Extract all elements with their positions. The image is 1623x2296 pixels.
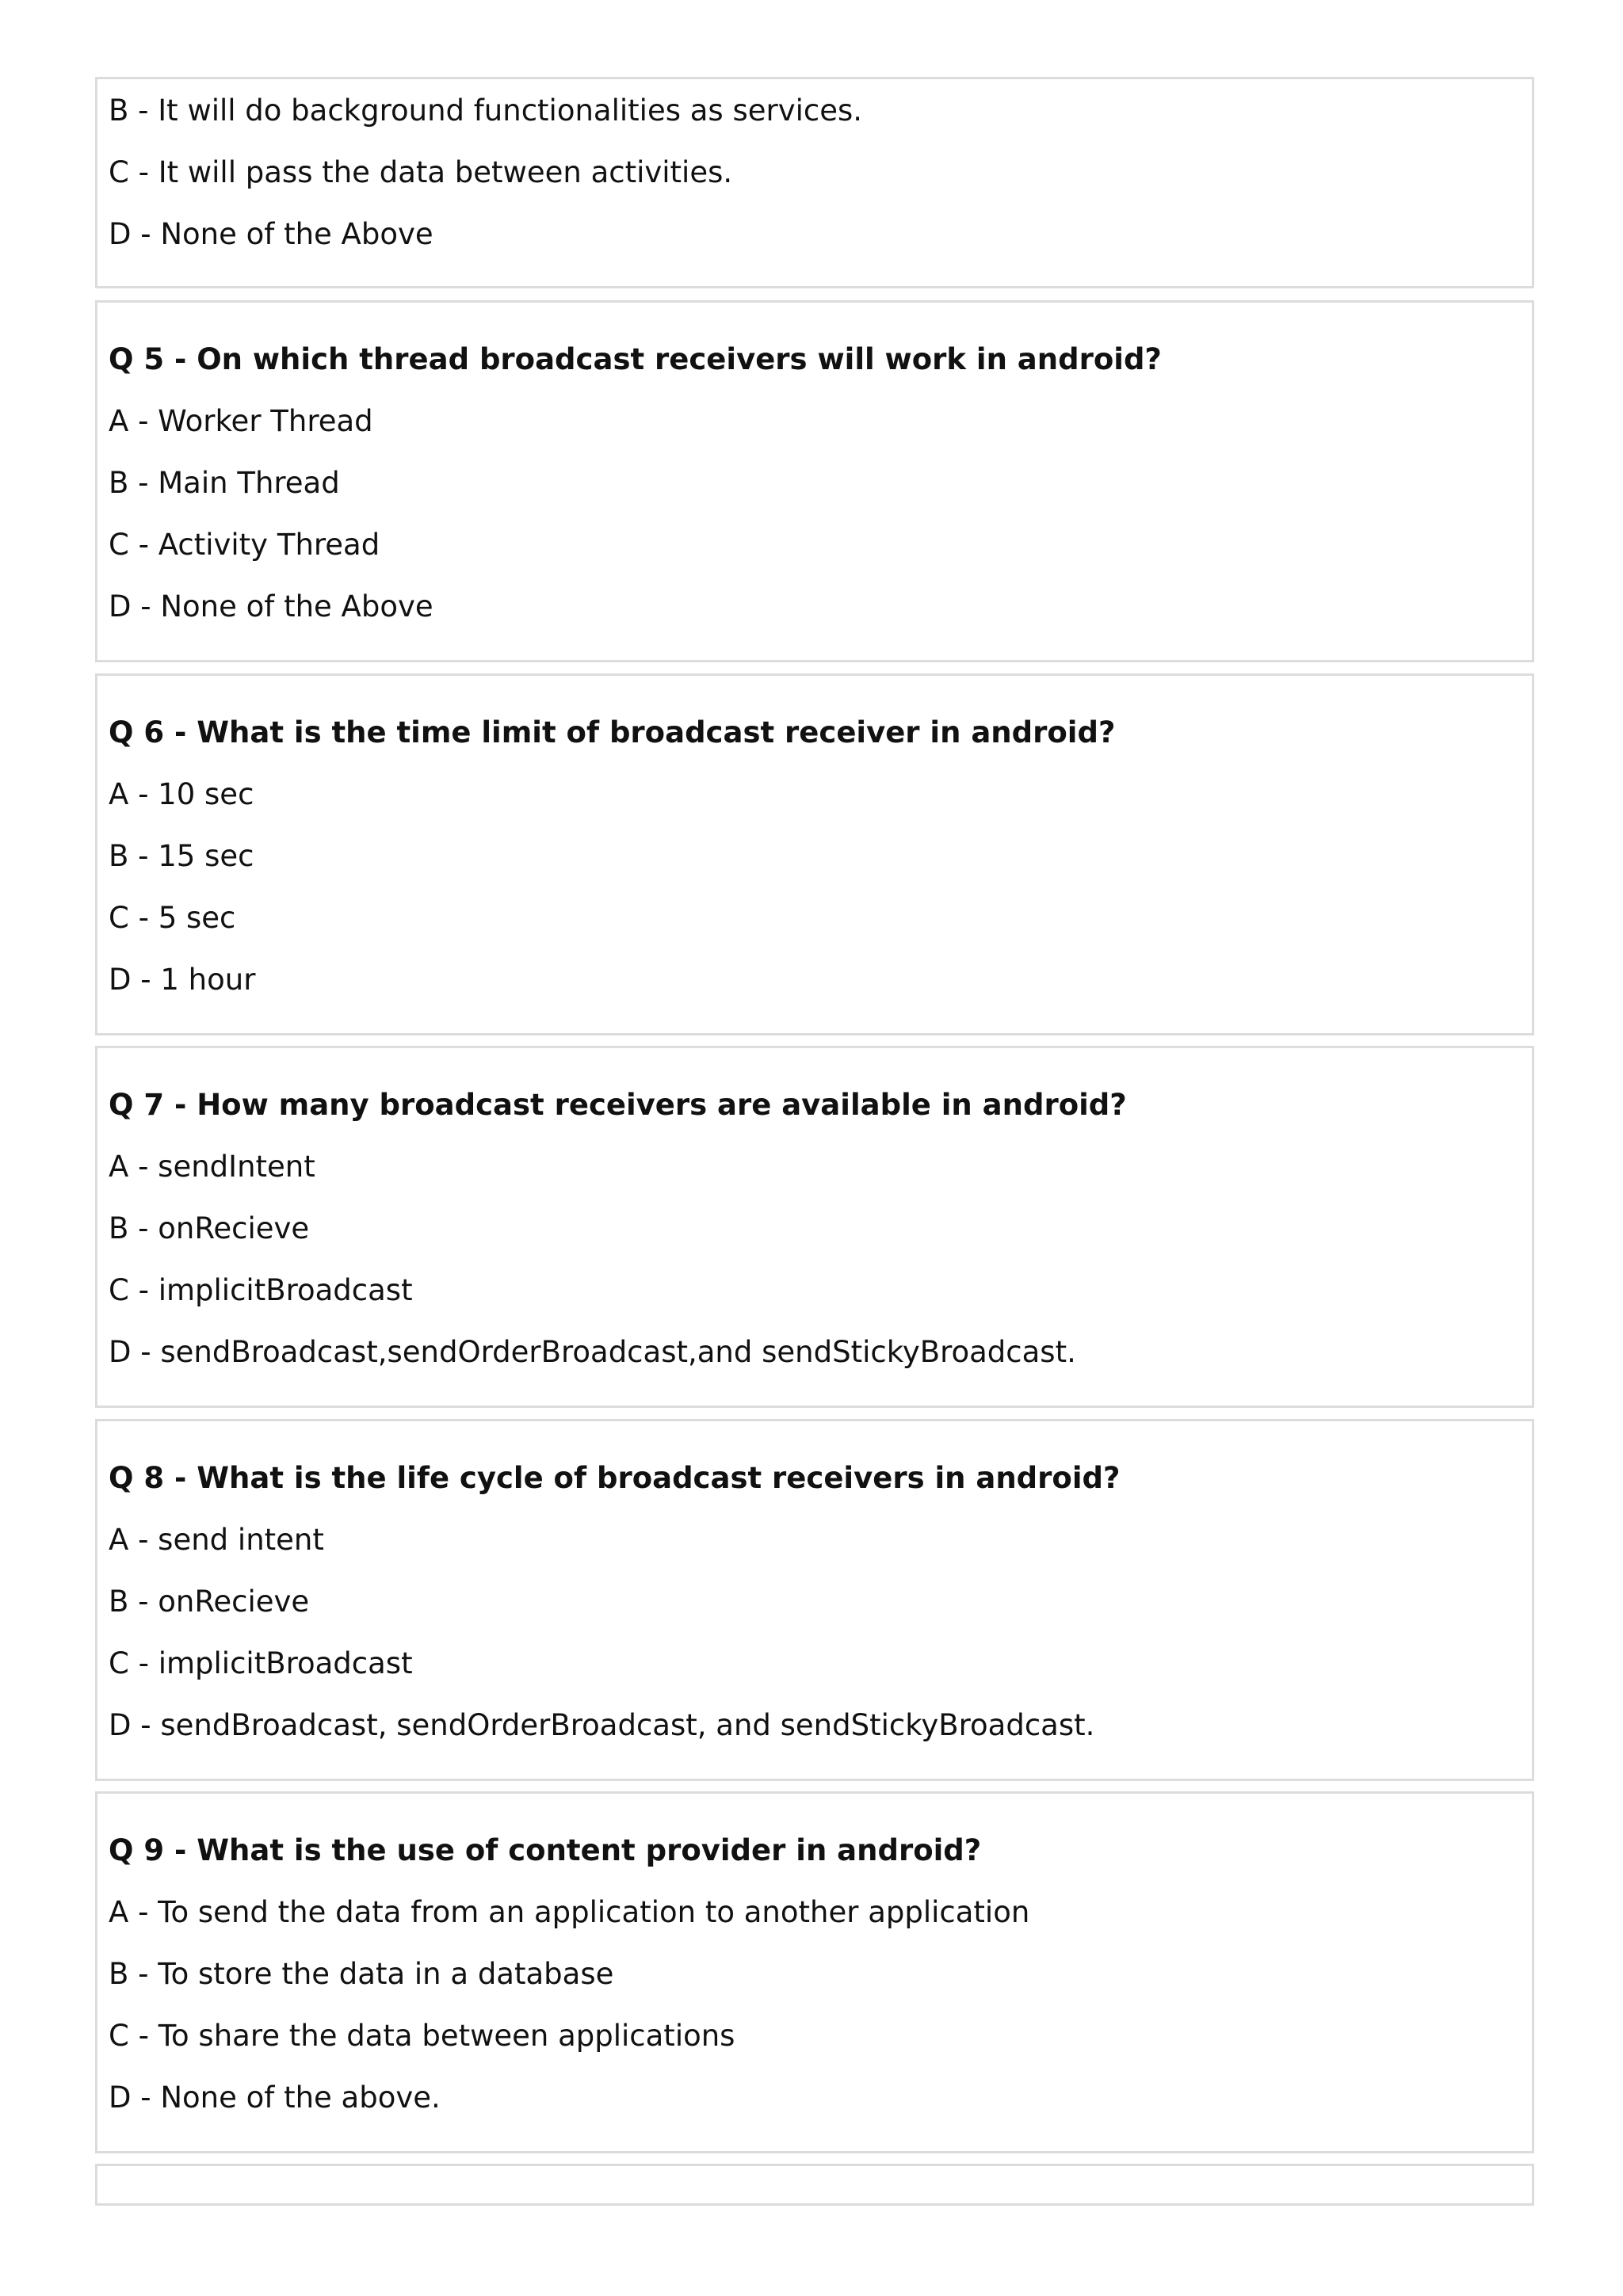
question-text: Q 5 - On which thread broadcast receivers will work in android? [109, 342, 1162, 376]
option-b: B - Main Thread [109, 466, 340, 500]
option-c: C - implicitBroadcast [109, 1646, 413, 1680]
option-c: C - Activity Thread [109, 528, 380, 562]
question-card-q9 [95, 1791, 1534, 2153]
option-d: D - 1 hour [109, 963, 256, 997]
option-c: C - implicitBroadcast [109, 1273, 413, 1307]
question-card-q8 [95, 1419, 1534, 1781]
option-d: D - None of the Above [109, 217, 433, 251]
option-b: B - onRecieve [109, 1585, 310, 1619]
question-card-q7 [95, 1046, 1534, 1408]
option-b: B - To store the data in a database [109, 1957, 614, 1991]
option-d: D - None of the above. [109, 2081, 441, 2115]
question-text: Q 7 - How many broadcast receivers are available in android? [109, 1088, 1127, 1122]
option-a: A - To send the data from an application to another application [109, 1895, 1030, 1929]
option-c: C - To share the data between applications [109, 2019, 735, 2053]
option-d: D - sendBroadcast,sendOrderBroadcast,and sendStickyBroadcast. [109, 1335, 1076, 1369]
option-c: C - It will pass the data between activities. [109, 155, 733, 189]
option-a: A - Worker Thread [109, 404, 373, 438]
option-a: A - 10 sec [109, 777, 254, 811]
question-card-q4-continued [95, 77, 1534, 288]
question-text: Q 9 - What is the use of content provider in android? [109, 1833, 982, 1867]
question-text: Q 8 - What is the life cycle of broadcast receivers in android? [109, 1461, 1121, 1495]
question-card-empty [95, 2164, 1534, 2206]
option-b: B - onRecieve [109, 1211, 310, 1245]
question-card-q6 [95, 673, 1534, 1035]
option-b: B - It will do background functionalities as services. [109, 93, 863, 128]
option-d: D - None of the Above [109, 589, 433, 624]
question-text: Q 6 - What is the time limit of broadcast receiver in android? [109, 715, 1116, 749]
question-card-q5 [95, 300, 1534, 662]
option-b: B - 15 sec [109, 839, 254, 873]
option-a: A - send intent [109, 1523, 324, 1557]
option-a: A - sendIntent [109, 1150, 315, 1184]
option-c: C - 5 sec [109, 901, 236, 935]
option-d: D - sendBroadcast, sendOrderBroadcast, and sendStickyBroadcast. [109, 1708, 1095, 1742]
